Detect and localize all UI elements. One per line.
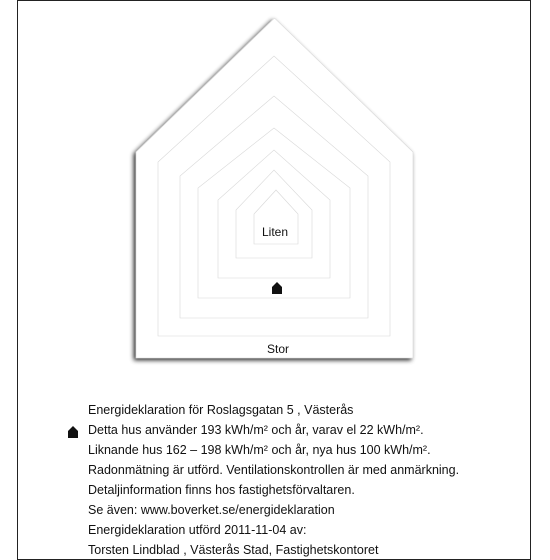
text-line: Liknande hus 162 – 198 kWh/m² och år, nya hus 100 kWh/m². bbox=[88, 443, 431, 457]
declaration-text bbox=[88, 400, 528, 560]
house-icon bbox=[68, 426, 78, 438]
text-line: Detta hus använder 193 kWh/m² och år, varav el 22 kWh/m². bbox=[88, 423, 424, 437]
scale-label-small: Liten bbox=[262, 225, 289, 239]
text-line: Se även: www.boverket.se/energideklaration bbox=[88, 503, 335, 517]
scale-label-large: Stor bbox=[267, 342, 290, 356]
text-line: Energideklaration för Roslagsgatan 5 , Västerås bbox=[88, 403, 354, 417]
text-line: Energideklaration utförd 2011-11-04 av: bbox=[88, 523, 307, 537]
text-line: Torsten Lindblad , Västerås Stad, Fastighetskontoret bbox=[88, 543, 379, 557]
text-line: Radonmätning är utförd. Ventilationskontrollen är med anmärkning. bbox=[88, 463, 460, 477]
house-icon bbox=[272, 282, 282, 294]
text-line: Detaljinformation finns hos fastighetsförvaltaren. bbox=[88, 483, 355, 497]
